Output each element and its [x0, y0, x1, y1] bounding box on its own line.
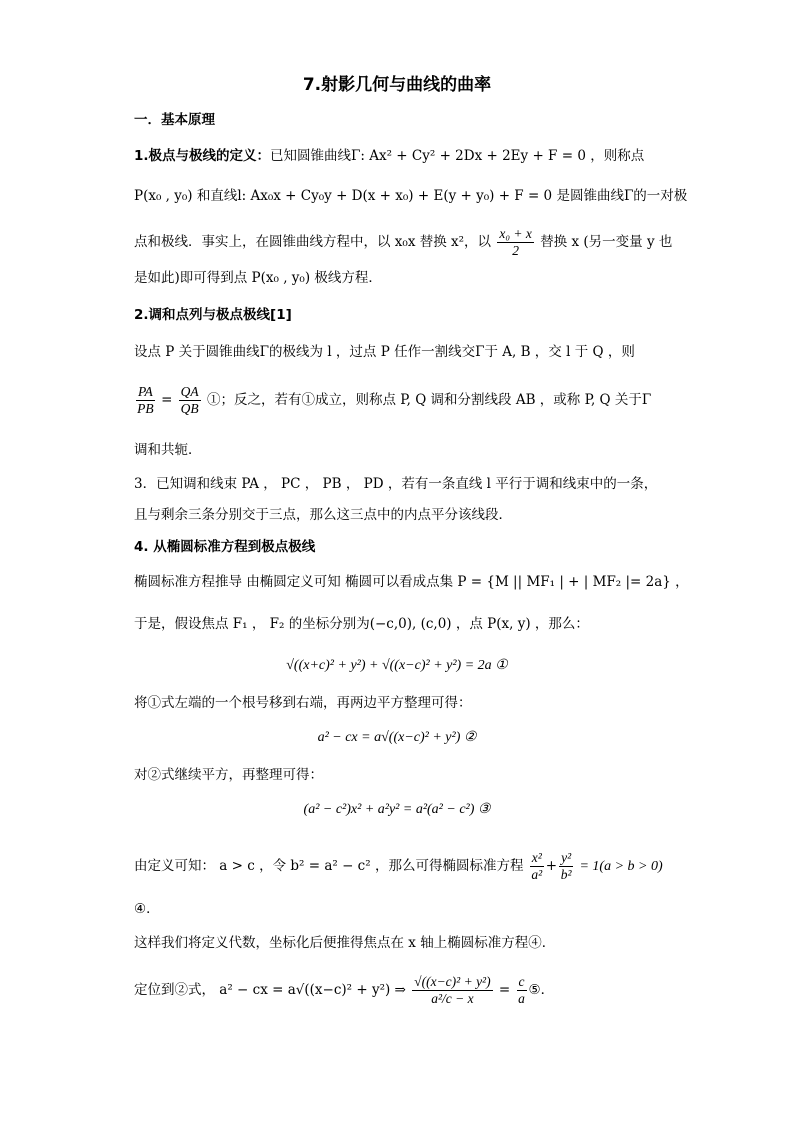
equation-2: a² − cx = a√((x−c)² + y²) ② [317, 730, 477, 745]
paragraph-2-heading: 2.调和点列与极点极线[1] [134, 307, 292, 323]
fraction-numerator: x₀ + x [499, 226, 532, 241]
paragraph-1-text-c2: 替换 x (另一变量 y 也 [540, 234, 673, 250]
fraction-denominator: QB [180, 401, 199, 416]
equals-sign: = [161, 392, 173, 408]
fraction-half-sum [497, 226, 534, 259]
paragraph-4-heading: 4. 从椭圆标准方程到极点极线 [134, 539, 316, 555]
fraction-denominator: a²/c − x [431, 991, 474, 1006]
fraction-numerator: c [518, 974, 525, 989]
paragraph-1-heading: 1.极点与极线的定义： [134, 148, 271, 164]
fraction-denominator: a [518, 991, 525, 1006]
fraction-pa-pb [136, 384, 155, 417]
fraction-x2-a2 [530, 850, 544, 883]
equation-3: (a² − c²)x² + a²y² = a²(a² − c²) ③ [303, 802, 491, 817]
fraction-numerator: y² [561, 850, 572, 865]
paragraph-3-line-1: 3．已知调和线束 PA ， PC ， PB ， PD ，若有一条直线 l 平行于调和线束中的一条， [134, 476, 658, 492]
fraction-denominator: a² [531, 867, 543, 882]
paragraph-4-line-1: 椭圆标准方程推导 由椭圆定义可知 椭圆可以看成点集 P = {M || MF₁ | + | MF₂ |= 2a} ， [134, 574, 689, 590]
fraction-qa-qb [179, 384, 201, 417]
fraction-root-over-a2c [412, 974, 492, 1007]
paragraph-4-line-6: ④． [134, 901, 160, 917]
fraction-c-a [517, 974, 527, 1007]
paragraph-2-line-1: 设点 P 关于圆锥曲线Γ的极线为 l ，过点 P 任作一割线交Γ于 A, B ，交 l 于 Q ，则 [134, 344, 635, 360]
paragraph-1-text-c1: 点和极线．事实上，在圆锥曲线方程中，以 x₀x 替换 x²，以 [134, 234, 492, 250]
fraction-denominator: 2 [512, 243, 519, 258]
fraction-y2-b2 [559, 850, 573, 883]
paragraph-1-text-a: 已知圆锥曲线Γ: Ax² + Cy² + 2Dx + 2Ey + F = 0 ，则称点 [270, 148, 645, 164]
paragraph-4-line-2: 于是，假设焦点 F₁ ， F₂ 的坐标分别为(−c,0), (c,0) ，点 P(x, y) ，那么： [134, 616, 589, 632]
paragraph-2-line-2 [134, 384, 674, 417]
paragraph-1-line-3 [134, 226, 674, 259]
paragraph-4-line-8 [134, 974, 674, 1007]
paragraph-3-line-2: 且与剩余三条分别交于三点，那么这三点中的内点平分该线段． [134, 507, 512, 523]
fraction-denominator: PB [137, 401, 154, 416]
paragraph-4-text-h2: ⑤． [528, 982, 555, 998]
paragraph-1-line-1 [134, 146, 674, 166]
section-heading: 一．基本原理 [134, 112, 215, 128]
equation-1: √((x+c)² + y²) + √((x−c)² + y²) = 2a ① [286, 658, 508, 673]
plus-sign: + [545, 858, 558, 874]
paragraph-4-line-4: 对②式继续平方，再整理可得： [134, 767, 323, 783]
paragraph-4-text-e1: 由定义可知： a > c ，令 b² = a² − c² ，那么可得椭圆标准方程 [134, 858, 524, 874]
fraction-numerator: x² [531, 850, 542, 865]
equals-sign: = [498, 982, 511, 998]
paragraph-2-text-b: ①；反之，若有①成立，则称点 P, Q 调和分割线段 AB ，或称 P, Q 关于Γ [206, 392, 652, 408]
paragraph-4-text-h1: 定位到②式， a² − cx = a√((x−c)² + y²) ⇒ [134, 982, 406, 998]
paragraph-4-line-3: 将①式左端的一个根号移到右端，再两边平方整理可得： [134, 695, 472, 711]
fraction-numerator: QA [180, 384, 199, 399]
paragraph-1-line-4: 是如此)即可得到点 P(x₀ , y₀) 极线方程． [134, 270, 382, 286]
paragraph-4-text-e2: = 1(a > b > 0) [579, 859, 663, 874]
paragraph-4-line-7: 这样我们将定义代数，坐标化后便推得焦点在 x 轴上椭圆标准方程④． [134, 935, 556, 951]
page-title: 7.射影几何与曲线的曲率 [302, 75, 492, 95]
paragraph-1-line-2: P(x₀ , y₀) 和直线l: Ax₀x + Cy₀y + D(x + x₀) + E(y + y₀) + F = 0 是圆锥曲线Γ的一对极 [134, 188, 688, 204]
paragraph-2-line-3: 调和共轭． [134, 442, 202, 458]
fraction-denominator: b² [560, 867, 572, 882]
paragraph-4-line-5 [134, 850, 674, 883]
fraction-numerator: PA [138, 384, 153, 399]
fraction-numerator: √((x−c)² + y²) [414, 974, 491, 989]
